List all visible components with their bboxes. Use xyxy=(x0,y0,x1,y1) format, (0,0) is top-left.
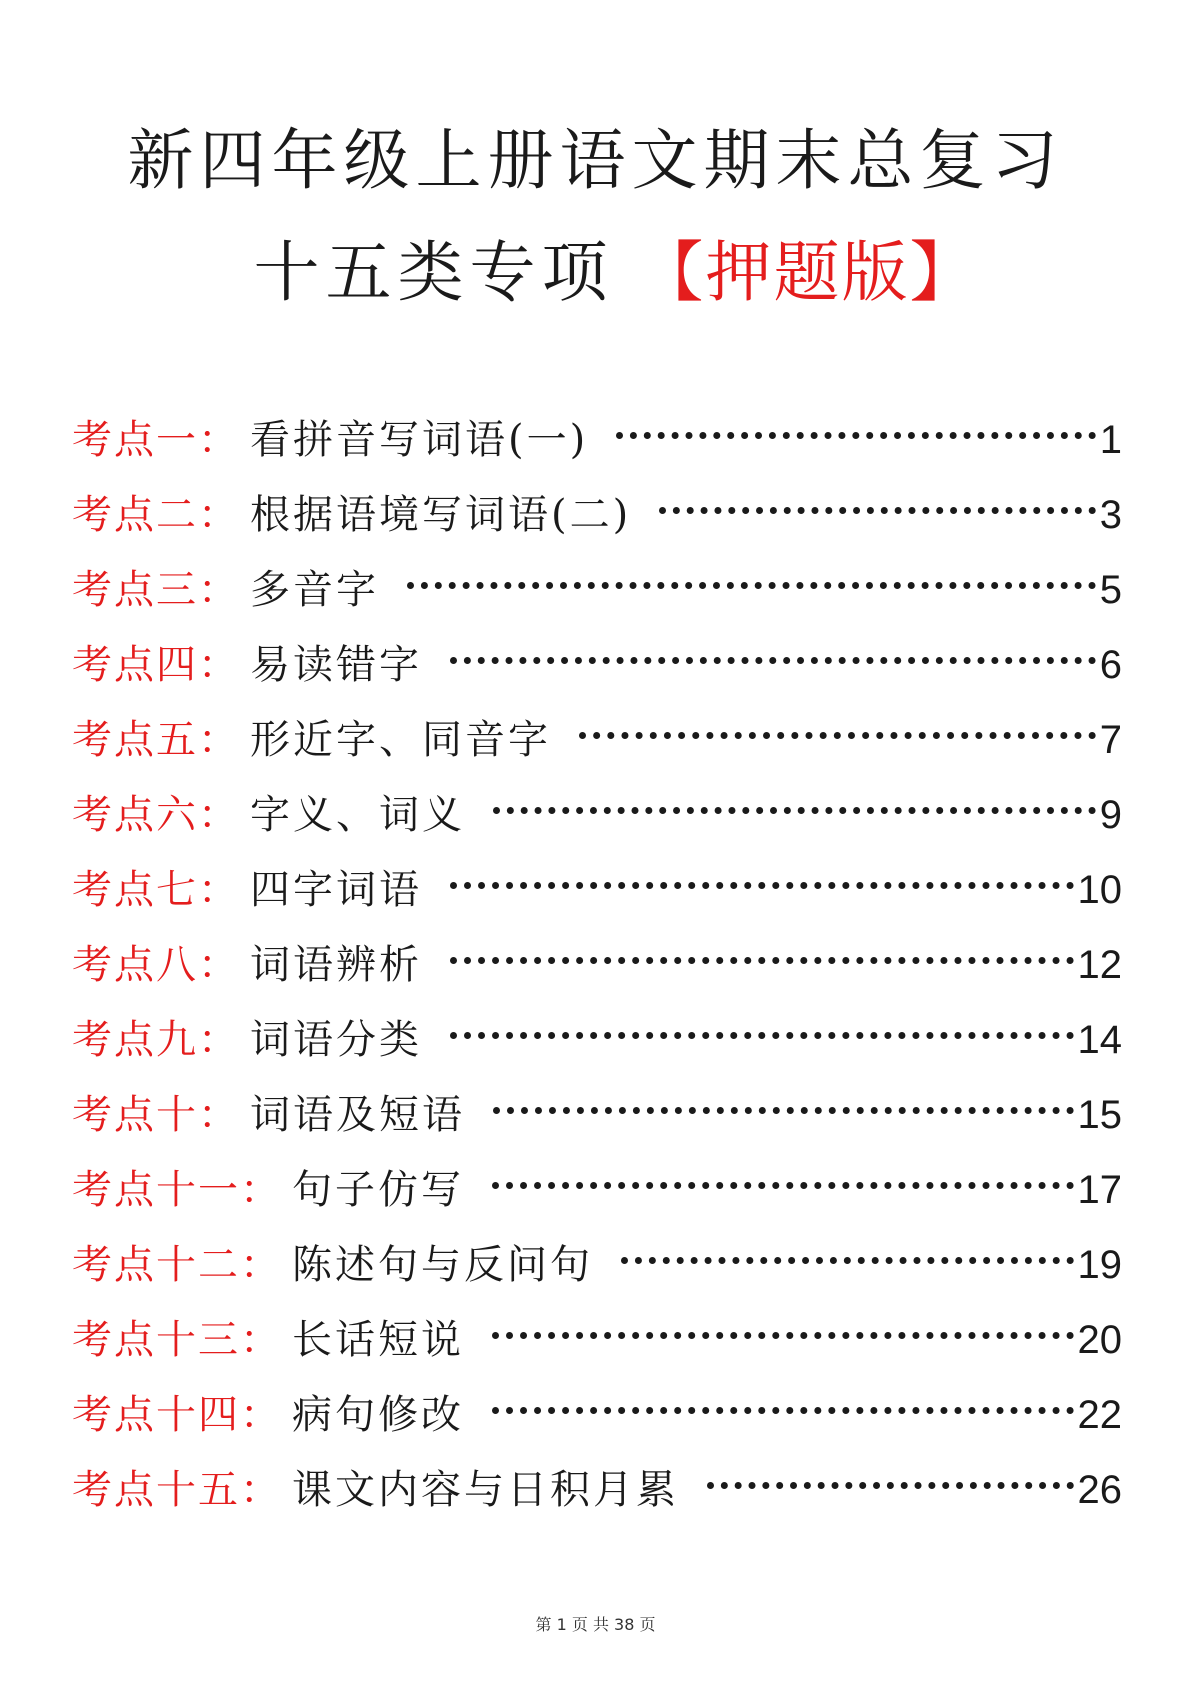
toc-entry-topic: 易读错字 xyxy=(250,642,422,688)
toc-entry-page-number: 12 xyxy=(1077,943,1122,987)
toc-entry[interactable] xyxy=(72,1242,1122,1320)
edition-tag: 【押题版】 xyxy=(637,234,978,311)
toc-entry-page-number: 20 xyxy=(1077,1318,1122,1362)
toc-entry-label: 考点六： xyxy=(72,792,240,838)
page-footer: 第 1 页 共 38 页 xyxy=(535,1615,656,1634)
toc-entry-topic: 陈述句与反问句 xyxy=(292,1242,593,1288)
toc-entry-page-number: 3 xyxy=(1099,493,1122,537)
toc-dot-leader xyxy=(450,657,1096,664)
toc-entry-label: 考点十四： xyxy=(72,1392,282,1438)
toc-entry-page-number: 10 xyxy=(1077,868,1122,912)
toc-dot-leader xyxy=(707,1482,1074,1489)
toc-entry-topic: 词语分类 xyxy=(250,1017,422,1063)
toc-entry[interactable] xyxy=(72,642,1122,720)
toc-entry-label: 考点十三： xyxy=(72,1317,282,1363)
toc-entry-topic: 词语辨析 xyxy=(250,942,422,988)
toc-dot-leader xyxy=(621,1257,1074,1264)
toc-entry-topic: 多音字 xyxy=(250,567,379,613)
toc-dot-leader xyxy=(493,807,1096,814)
toc-dot-leader xyxy=(493,1107,1074,1114)
toc-dot-leader xyxy=(492,1407,1074,1414)
toc-entry[interactable] xyxy=(72,1467,1122,1545)
toc-entry-page-number: 19 xyxy=(1077,1243,1122,1287)
document-subtitle: 十五类专项 xyxy=(253,234,614,311)
document-title-line-2 xyxy=(20,234,1191,311)
toc-entry[interactable] xyxy=(72,1092,1122,1170)
toc-entry-page-number: 22 xyxy=(1077,1393,1122,1437)
toc-entry-topic: 长话短说 xyxy=(292,1317,464,1363)
toc-dot-leader xyxy=(492,1332,1074,1339)
toc-dot-leader xyxy=(616,432,1096,439)
toc-entry-topic: 字义、词义 xyxy=(250,792,465,838)
toc-entry-label: 考点三： xyxy=(72,567,240,613)
toc-entry-page-number: 6 xyxy=(1099,643,1122,687)
toc-dot-leader xyxy=(450,882,1074,889)
toc-entry-page-number: 5 xyxy=(1099,568,1122,612)
toc-entry[interactable] xyxy=(72,792,1122,870)
toc-dot-leader xyxy=(407,582,1096,589)
toc-entry-label: 考点十： xyxy=(72,1092,240,1138)
toc-entry-page-number: 1 xyxy=(1099,418,1122,462)
toc-entry-label: 考点十五： xyxy=(72,1467,282,1513)
toc-entry-page-number: 7 xyxy=(1099,718,1122,762)
toc-entry[interactable] xyxy=(72,1392,1122,1470)
toc-entry-label: 考点一： xyxy=(72,417,240,463)
toc-entry[interactable] xyxy=(72,1317,1122,1395)
toc-entry-topic: 词语及短语 xyxy=(250,1092,465,1138)
toc-dot-leader xyxy=(659,507,1096,514)
toc-dot-leader xyxy=(450,957,1074,964)
toc-entry-topic: 四字词语 xyxy=(250,867,422,913)
toc-entry[interactable] xyxy=(72,567,1122,645)
toc-dot-leader xyxy=(492,1182,1074,1189)
toc-entry-topic: 根据语境写词语(二) xyxy=(250,492,632,538)
toc-entry-topic: 课文内容与日积月累 xyxy=(292,1467,679,1513)
toc-entry-topic: 句子仿写 xyxy=(292,1167,464,1213)
toc-entry[interactable] xyxy=(72,1167,1122,1245)
toc-entry-label: 考点八： xyxy=(72,942,240,988)
toc-entry[interactable] xyxy=(72,417,1122,495)
toc-entry-page-number: 9 xyxy=(1099,793,1122,837)
toc-entry-label: 考点七： xyxy=(72,867,240,913)
toc-dot-leader xyxy=(450,1032,1074,1039)
toc-entry-page-number: 15 xyxy=(1077,1093,1122,1137)
table-of-contents xyxy=(72,417,1122,1545)
toc-entry[interactable] xyxy=(72,717,1122,795)
toc-entry-topic: 形近字、同音字 xyxy=(250,717,551,763)
toc-entry[interactable] xyxy=(72,492,1122,570)
toc-entry-topic: 病句修改 xyxy=(292,1392,464,1438)
toc-entry-label: 考点五： xyxy=(72,717,240,763)
toc-entry[interactable] xyxy=(72,942,1122,1020)
toc-entry-page-number: 26 xyxy=(1077,1468,1122,1512)
toc-entry-page-number: 14 xyxy=(1077,1018,1122,1062)
toc-entry-label: 考点十二： xyxy=(72,1242,282,1288)
toc-entry-label: 考点四： xyxy=(72,642,240,688)
document-title-line-1: 新四年级上册语文期末总复习 xyxy=(127,122,1064,199)
toc-entry-label: 考点九： xyxy=(72,1017,240,1063)
toc-entry-page-number: 17 xyxy=(1077,1168,1122,1212)
toc-entry[interactable] xyxy=(72,867,1122,945)
toc-entry[interactable] xyxy=(72,1017,1122,1095)
toc-entry-topic: 看拼音写词语(一) xyxy=(250,417,589,463)
toc-entry-label: 考点二： xyxy=(72,492,240,538)
toc-entry-label: 考点十一： xyxy=(72,1167,282,1213)
toc-dot-leader xyxy=(579,732,1096,739)
